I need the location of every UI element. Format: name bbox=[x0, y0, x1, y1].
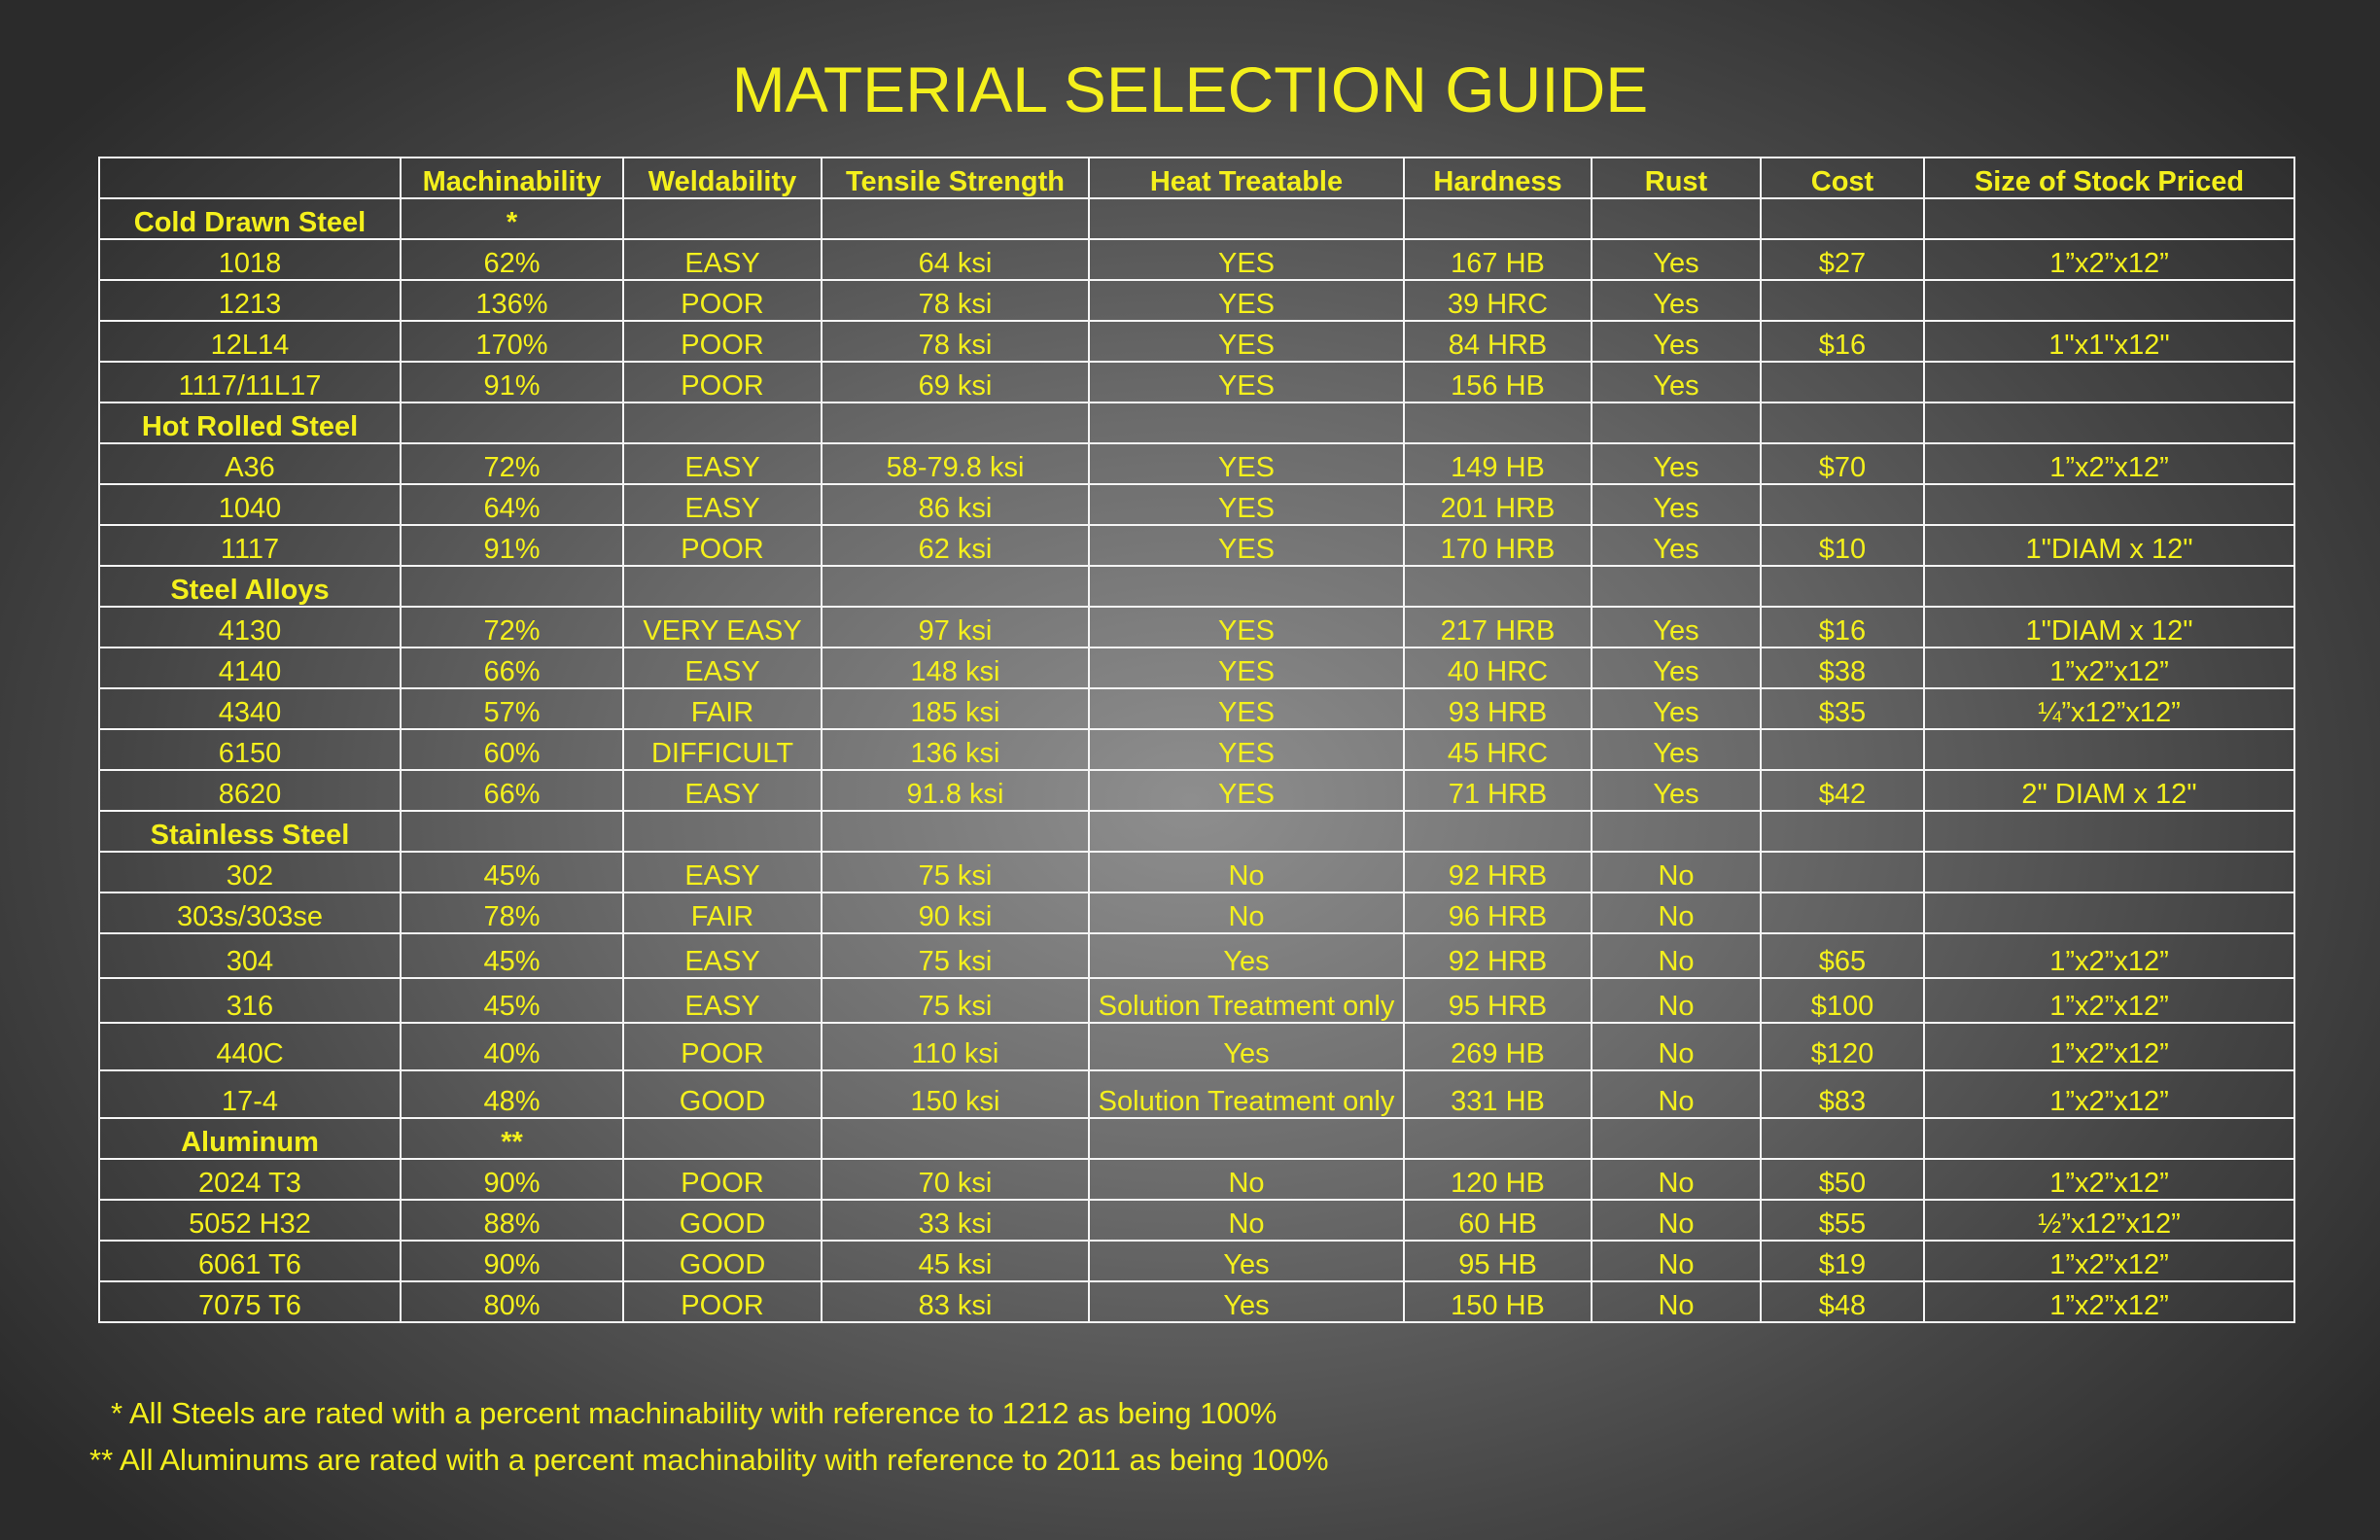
cell-cost: $19 bbox=[1761, 1241, 1924, 1281]
cell-weldability: EASY bbox=[623, 852, 822, 892]
cell-heat-treatable: No bbox=[1089, 892, 1404, 933]
cell-tensile-strength: 64 ksi bbox=[822, 239, 1089, 280]
section-title: Hot Rolled Steel bbox=[99, 402, 401, 443]
cell-cost: $100 bbox=[1761, 978, 1924, 1023]
table-section-row bbox=[99, 1118, 2294, 1159]
cell-rust: No bbox=[1592, 1070, 1761, 1118]
cell-material: 440C bbox=[99, 1023, 401, 1070]
cell-rust: No bbox=[1592, 1023, 1761, 1070]
cell-stock-size bbox=[1924, 566, 2294, 607]
cell-rust: Yes bbox=[1592, 280, 1761, 321]
cell-hardness: 96 HRB bbox=[1404, 892, 1592, 933]
cell-rust: Yes bbox=[1592, 648, 1761, 688]
cell-rust: No bbox=[1592, 1200, 1761, 1241]
table-row bbox=[99, 892, 2294, 933]
cell-hardness: 156 HB bbox=[1404, 362, 1592, 402]
cell-rust: No bbox=[1592, 1241, 1761, 1281]
cell-tensile-strength: 33 ksi bbox=[822, 1200, 1089, 1241]
cell-rust: Yes bbox=[1592, 688, 1761, 729]
cell-machinability bbox=[401, 811, 623, 852]
section-title: Cold Drawn Steel bbox=[99, 198, 401, 239]
cell-machinability: 60% bbox=[401, 729, 623, 770]
cell-weldability: FAIR bbox=[623, 892, 822, 933]
header-stock-size: Size of Stock Priced bbox=[1924, 158, 2294, 198]
cell-tensile-strength: 58-79.8 ksi bbox=[822, 443, 1089, 484]
cell-cost: $48 bbox=[1761, 1281, 1924, 1322]
cell-stock-size: 1”x2”x12” bbox=[1924, 648, 2294, 688]
cell-stock-size bbox=[1924, 362, 2294, 402]
cell-weldability bbox=[623, 402, 822, 443]
cell-tensile-strength bbox=[822, 1118, 1089, 1159]
cell-rust: Yes bbox=[1592, 729, 1761, 770]
cell-stock-size: 1”x2”x12” bbox=[1924, 239, 2294, 280]
cell-stock-size: 1”x2”x12” bbox=[1924, 978, 2294, 1023]
cell-material: 7075 T6 bbox=[99, 1281, 401, 1322]
table-row bbox=[99, 525, 2294, 566]
cell-material: 316 bbox=[99, 978, 401, 1023]
cell-stock-size bbox=[1924, 811, 2294, 852]
cell-material: 12L14 bbox=[99, 321, 401, 362]
section-title: Steel Alloys bbox=[99, 566, 401, 607]
cell-cost: $38 bbox=[1761, 648, 1924, 688]
cell-stock-size bbox=[1924, 402, 2294, 443]
cell-hardness: 92 HRB bbox=[1404, 852, 1592, 892]
cell-machinability: 78% bbox=[401, 892, 623, 933]
cell-rust: Yes bbox=[1592, 525, 1761, 566]
cell-cost bbox=[1761, 892, 1924, 933]
cell-tensile-strength: 75 ksi bbox=[822, 852, 1089, 892]
cell-tensile-strength: 91.8 ksi bbox=[822, 770, 1089, 811]
cell-machinability bbox=[401, 402, 623, 443]
cell-material: 1040 bbox=[99, 484, 401, 525]
table-row bbox=[99, 978, 2294, 1023]
cell-tensile-strength: 148 ksi bbox=[822, 648, 1089, 688]
table-row bbox=[99, 1281, 2294, 1322]
cell-rust: Yes bbox=[1592, 362, 1761, 402]
cell-material: 303s/303se bbox=[99, 892, 401, 933]
table-body bbox=[99, 198, 2294, 1322]
cell-rust: No bbox=[1592, 933, 1761, 978]
cell-machinability: 90% bbox=[401, 1159, 623, 1200]
cell-machinability: 170% bbox=[401, 321, 623, 362]
cell-hardness: 95 HRB bbox=[1404, 978, 1592, 1023]
cell-tensile-strength: 150 ksi bbox=[822, 1070, 1089, 1118]
table-row bbox=[99, 648, 2294, 688]
cell-heat-treatable: YES bbox=[1089, 362, 1404, 402]
cell-weldability: POOR bbox=[623, 362, 822, 402]
cell-heat-treatable: YES bbox=[1089, 280, 1404, 321]
table-row bbox=[99, 1023, 2294, 1070]
cell-cost bbox=[1761, 198, 1924, 239]
cell-stock-size: ¼”x12”x12” bbox=[1924, 688, 2294, 729]
cell-material: 304 bbox=[99, 933, 401, 978]
cell-weldability: POOR bbox=[623, 525, 822, 566]
cell-heat-treatable: YES bbox=[1089, 484, 1404, 525]
cell-tensile-strength: 86 ksi bbox=[822, 484, 1089, 525]
cell-material: 8620 bbox=[99, 770, 401, 811]
cell-machinability: 62% bbox=[401, 239, 623, 280]
cell-hardness: 269 HB bbox=[1404, 1023, 1592, 1070]
cell-heat-treatable: YES bbox=[1089, 688, 1404, 729]
cell-heat-treatable: No bbox=[1089, 1159, 1404, 1200]
cell-hardness bbox=[1404, 566, 1592, 607]
cell-heat-treatable: Solution Treatment only bbox=[1089, 1070, 1404, 1118]
cell-tensile-strength: 78 ksi bbox=[822, 321, 1089, 362]
cell-hardness: 71 HRB bbox=[1404, 770, 1592, 811]
cell-hardness: 170 HRB bbox=[1404, 525, 1592, 566]
cell-hardness: 93 HRB bbox=[1404, 688, 1592, 729]
cell-machinability: * bbox=[401, 198, 623, 239]
section-title: Aluminum bbox=[99, 1118, 401, 1159]
footnote-steel: * All Steels are rated with a percent machinability with reference to 1212 as being 100% bbox=[111, 1396, 1278, 1430]
header-machinability: Machinability bbox=[401, 158, 623, 198]
cell-rust: Yes bbox=[1592, 770, 1761, 811]
cell-machinability: 90% bbox=[401, 1241, 623, 1281]
cell-stock-size bbox=[1924, 892, 2294, 933]
cell-heat-treatable: Yes bbox=[1089, 1241, 1404, 1281]
cell-machinability: 45% bbox=[401, 978, 623, 1023]
cell-stock-size bbox=[1924, 852, 2294, 892]
cell-cost bbox=[1761, 852, 1924, 892]
header-heat-treatable: Heat Treatable bbox=[1089, 158, 1404, 198]
cell-cost: $55 bbox=[1761, 1200, 1924, 1241]
cell-hardness: 95 HB bbox=[1404, 1241, 1592, 1281]
cell-tensile-strength bbox=[822, 811, 1089, 852]
cell-material: 6061 T6 bbox=[99, 1241, 401, 1281]
cell-heat-treatable: No bbox=[1089, 1200, 1404, 1241]
table-row bbox=[99, 852, 2294, 892]
table-row bbox=[99, 933, 2294, 978]
cell-machinability: 91% bbox=[401, 525, 623, 566]
cell-hardness bbox=[1404, 198, 1592, 239]
cell-stock-size: 1”x2”x12” bbox=[1924, 1241, 2294, 1281]
cell-rust: No bbox=[1592, 1159, 1761, 1200]
cell-cost bbox=[1761, 729, 1924, 770]
cell-weldability bbox=[623, 566, 822, 607]
cell-rust: Yes bbox=[1592, 239, 1761, 280]
cell-weldability: EASY bbox=[623, 443, 822, 484]
table-row bbox=[99, 362, 2294, 402]
cell-material: 1117/11L17 bbox=[99, 362, 401, 402]
cell-weldability: GOOD bbox=[623, 1070, 822, 1118]
cell-machinability: 72% bbox=[401, 607, 623, 648]
cell-hardness: 217 HRB bbox=[1404, 607, 1592, 648]
cell-material: 4340 bbox=[99, 688, 401, 729]
cell-cost bbox=[1761, 1118, 1924, 1159]
cell-cost: $65 bbox=[1761, 933, 1924, 978]
cell-heat-treatable: YES bbox=[1089, 525, 1404, 566]
cell-heat-treatable: No bbox=[1089, 852, 1404, 892]
cell-stock-size: 1”x2”x12” bbox=[1924, 1281, 2294, 1322]
cell-stock-size: ½”x12”x12” bbox=[1924, 1200, 2294, 1241]
cell-material: 17-4 bbox=[99, 1070, 401, 1118]
cell-tensile-strength: 97 ksi bbox=[822, 607, 1089, 648]
cell-tensile-strength: 69 ksi bbox=[822, 362, 1089, 402]
cell-weldability: POOR bbox=[623, 321, 822, 362]
cell-heat-treatable: YES bbox=[1089, 443, 1404, 484]
cell-tensile-strength: 78 ksi bbox=[822, 280, 1089, 321]
cell-heat-treatable: YES bbox=[1089, 607, 1404, 648]
cell-rust bbox=[1592, 198, 1761, 239]
cell-stock-size: 1"DIAM x 12" bbox=[1924, 525, 2294, 566]
cell-machinability: 66% bbox=[401, 770, 623, 811]
cell-weldability: VERY EASY bbox=[623, 607, 822, 648]
cell-tensile-strength: 75 ksi bbox=[822, 978, 1089, 1023]
header-cost: Cost bbox=[1761, 158, 1924, 198]
header-rust: Rust bbox=[1592, 158, 1761, 198]
cell-heat-treatable: Yes bbox=[1089, 1023, 1404, 1070]
cell-tensile-strength: 83 ksi bbox=[822, 1281, 1089, 1322]
cell-weldability: POOR bbox=[623, 1159, 822, 1200]
cell-hardness: 150 HB bbox=[1404, 1281, 1592, 1322]
cell-machinability: 136% bbox=[401, 280, 623, 321]
cell-stock-size: 1”x2”x12” bbox=[1924, 1159, 2294, 1200]
cell-tensile-strength: 136 ksi bbox=[822, 729, 1089, 770]
table-row bbox=[99, 239, 2294, 280]
cell-rust: Yes bbox=[1592, 607, 1761, 648]
cell-weldability bbox=[623, 811, 822, 852]
cell-cost bbox=[1761, 484, 1924, 525]
cell-machinability: 91% bbox=[401, 362, 623, 402]
cell-tensile-strength: 45 ksi bbox=[822, 1241, 1089, 1281]
cell-weldability: POOR bbox=[623, 1281, 822, 1322]
cell-weldability: EASY bbox=[623, 770, 822, 811]
cell-cost bbox=[1761, 362, 1924, 402]
cell-stock-size: 1”x2”x12” bbox=[1924, 933, 2294, 978]
table-row bbox=[99, 1200, 2294, 1241]
cell-weldability: EASY bbox=[623, 239, 822, 280]
section-title: Stainless Steel bbox=[99, 811, 401, 852]
cell-heat-treatable bbox=[1089, 402, 1404, 443]
cell-hardness: 84 HRB bbox=[1404, 321, 1592, 362]
cell-rust bbox=[1592, 402, 1761, 443]
cell-cost: $16 bbox=[1761, 607, 1924, 648]
cell-cost: $16 bbox=[1761, 321, 1924, 362]
cell-weldability: POOR bbox=[623, 1023, 822, 1070]
table-row bbox=[99, 484, 2294, 525]
cell-machinability: 48% bbox=[401, 1070, 623, 1118]
cell-material: A36 bbox=[99, 443, 401, 484]
cell-cost bbox=[1761, 811, 1924, 852]
cell-rust: Yes bbox=[1592, 321, 1761, 362]
cell-cost: $50 bbox=[1761, 1159, 1924, 1200]
cell-stock-size bbox=[1924, 729, 2294, 770]
cell-cost: $35 bbox=[1761, 688, 1924, 729]
header-hardness: Hardness bbox=[1404, 158, 1592, 198]
cell-tensile-strength: 75 ksi bbox=[822, 933, 1089, 978]
cell-hardness bbox=[1404, 1118, 1592, 1159]
cell-stock-size: 1”x2”x12” bbox=[1924, 443, 2294, 484]
header-material bbox=[99, 158, 401, 198]
header-weldability: Weldability bbox=[623, 158, 822, 198]
cell-rust: No bbox=[1592, 892, 1761, 933]
cell-hardness: 120 HB bbox=[1404, 1159, 1592, 1200]
cell-rust: No bbox=[1592, 978, 1761, 1023]
table-row bbox=[99, 770, 2294, 811]
cell-material: 2024 T3 bbox=[99, 1159, 401, 1200]
cell-rust: Yes bbox=[1592, 484, 1761, 525]
cell-machinability: 72% bbox=[401, 443, 623, 484]
cell-rust: No bbox=[1592, 852, 1761, 892]
cell-weldability: EASY bbox=[623, 648, 822, 688]
cell-hardness bbox=[1404, 811, 1592, 852]
cell-cost bbox=[1761, 280, 1924, 321]
cell-material: 4130 bbox=[99, 607, 401, 648]
cell-machinability: 45% bbox=[401, 933, 623, 978]
cell-tensile-strength bbox=[822, 566, 1089, 607]
cell-stock-size bbox=[1924, 1118, 2294, 1159]
cell-machinability bbox=[401, 566, 623, 607]
cell-heat-treatable: Yes bbox=[1089, 1281, 1404, 1322]
table-header-row bbox=[99, 158, 2294, 198]
cell-cost: $70 bbox=[1761, 443, 1924, 484]
cell-tensile-strength bbox=[822, 198, 1089, 239]
cell-hardness: 45 HRC bbox=[1404, 729, 1592, 770]
cell-hardness: 60 HB bbox=[1404, 1200, 1592, 1241]
cell-material: 4140 bbox=[99, 648, 401, 688]
cell-weldability bbox=[623, 198, 822, 239]
cell-stock-size bbox=[1924, 484, 2294, 525]
cell-weldability: EASY bbox=[623, 978, 822, 1023]
cell-hardness: 39 HRC bbox=[1404, 280, 1592, 321]
cell-machinability: 40% bbox=[401, 1023, 623, 1070]
cell-heat-treatable: YES bbox=[1089, 729, 1404, 770]
cell-material: 6150 bbox=[99, 729, 401, 770]
material-selection-table bbox=[98, 157, 2295, 1323]
table-row bbox=[99, 688, 2294, 729]
cell-tensile-strength: 90 ksi bbox=[822, 892, 1089, 933]
cell-weldability: FAIR bbox=[623, 688, 822, 729]
cell-cost: $27 bbox=[1761, 239, 1924, 280]
cell-cost bbox=[1761, 402, 1924, 443]
header-tensile-strength: Tensile Strength bbox=[822, 158, 1089, 198]
cell-cost: $10 bbox=[1761, 525, 1924, 566]
cell-machinability: 80% bbox=[401, 1281, 623, 1322]
table-row bbox=[99, 1241, 2294, 1281]
cell-heat-treatable: YES bbox=[1089, 239, 1404, 280]
cell-stock-size bbox=[1924, 198, 2294, 239]
table-section-row bbox=[99, 198, 2294, 239]
cell-cost: $83 bbox=[1761, 1070, 1924, 1118]
cell-hardness: 40 HRC bbox=[1404, 648, 1592, 688]
cell-stock-size: 1”x2”x12” bbox=[1924, 1070, 2294, 1118]
cell-machinability: 66% bbox=[401, 648, 623, 688]
cell-machinability: 45% bbox=[401, 852, 623, 892]
cell-machinability: 64% bbox=[401, 484, 623, 525]
cell-hardness bbox=[1404, 402, 1592, 443]
cell-hardness: 201 HRB bbox=[1404, 484, 1592, 525]
cell-material: 1018 bbox=[99, 239, 401, 280]
cell-cost: $42 bbox=[1761, 770, 1924, 811]
cell-rust: No bbox=[1592, 1281, 1761, 1322]
cell-weldability: POOR bbox=[623, 280, 822, 321]
cell-tensile-strength: 62 ksi bbox=[822, 525, 1089, 566]
cell-material: 1117 bbox=[99, 525, 401, 566]
table-section-row bbox=[99, 402, 2294, 443]
table-row bbox=[99, 321, 2294, 362]
cell-cost bbox=[1761, 566, 1924, 607]
cell-hardness: 331 HB bbox=[1404, 1070, 1592, 1118]
cell-weldability: EASY bbox=[623, 933, 822, 978]
cell-tensile-strength bbox=[822, 402, 1089, 443]
table-row bbox=[99, 443, 2294, 484]
cell-heat-treatable: Yes bbox=[1089, 933, 1404, 978]
cell-material: 5052 H32 bbox=[99, 1200, 401, 1241]
cell-machinability: 57% bbox=[401, 688, 623, 729]
cell-material: 302 bbox=[99, 852, 401, 892]
table-row bbox=[99, 729, 2294, 770]
cell-stock-size: 1"x1"x12" bbox=[1924, 321, 2294, 362]
cell-weldability bbox=[623, 1118, 822, 1159]
cell-heat-treatable bbox=[1089, 566, 1404, 607]
cell-hardness: 167 HB bbox=[1404, 239, 1592, 280]
cell-heat-treatable bbox=[1089, 198, 1404, 239]
footnote-aluminum: ** All Aluminums are rated with a percent machinability with reference to 2011 as being 100% bbox=[89, 1443, 1329, 1477]
cell-weldability: GOOD bbox=[623, 1200, 822, 1241]
cell-heat-treatable: YES bbox=[1089, 770, 1404, 811]
cell-machinability: ** bbox=[401, 1118, 623, 1159]
cell-tensile-strength: 110 ksi bbox=[822, 1023, 1089, 1070]
table-row bbox=[99, 1159, 2294, 1200]
cell-stock-size: 1”x2”x12” bbox=[1924, 1023, 2294, 1070]
cell-rust bbox=[1592, 566, 1761, 607]
cell-rust: Yes bbox=[1592, 443, 1761, 484]
cell-tensile-strength: 70 ksi bbox=[822, 1159, 1089, 1200]
cell-weldability: DIFFICULT bbox=[623, 729, 822, 770]
table-row bbox=[99, 1070, 2294, 1118]
cell-machinability: 88% bbox=[401, 1200, 623, 1241]
cell-hardness: 92 HRB bbox=[1404, 933, 1592, 978]
cell-hardness: 149 HB bbox=[1404, 443, 1592, 484]
cell-stock-size: 1"DIAM x 12" bbox=[1924, 607, 2294, 648]
cell-heat-treatable bbox=[1089, 1118, 1404, 1159]
cell-weldability: EASY bbox=[623, 484, 822, 525]
cell-tensile-strength: 185 ksi bbox=[822, 688, 1089, 729]
cell-rust bbox=[1592, 811, 1761, 852]
cell-cost: $120 bbox=[1761, 1023, 1924, 1070]
cell-stock-size: 2" DIAM x 12" bbox=[1924, 770, 2294, 811]
cell-rust bbox=[1592, 1118, 1761, 1159]
table-section-row bbox=[99, 811, 2294, 852]
cell-weldability: GOOD bbox=[623, 1241, 822, 1281]
cell-heat-treatable: Solution Treatment only bbox=[1089, 978, 1404, 1023]
cell-heat-treatable bbox=[1089, 811, 1404, 852]
table-row bbox=[99, 280, 2294, 321]
table-row bbox=[99, 607, 2294, 648]
cell-heat-treatable: YES bbox=[1089, 321, 1404, 362]
page-title: MATERIAL SELECTION GUIDE bbox=[731, 53, 1649, 125]
cell-material: 1213 bbox=[99, 280, 401, 321]
cell-heat-treatable: YES bbox=[1089, 648, 1404, 688]
cell-stock-size bbox=[1924, 280, 2294, 321]
table-section-row bbox=[99, 566, 2294, 607]
